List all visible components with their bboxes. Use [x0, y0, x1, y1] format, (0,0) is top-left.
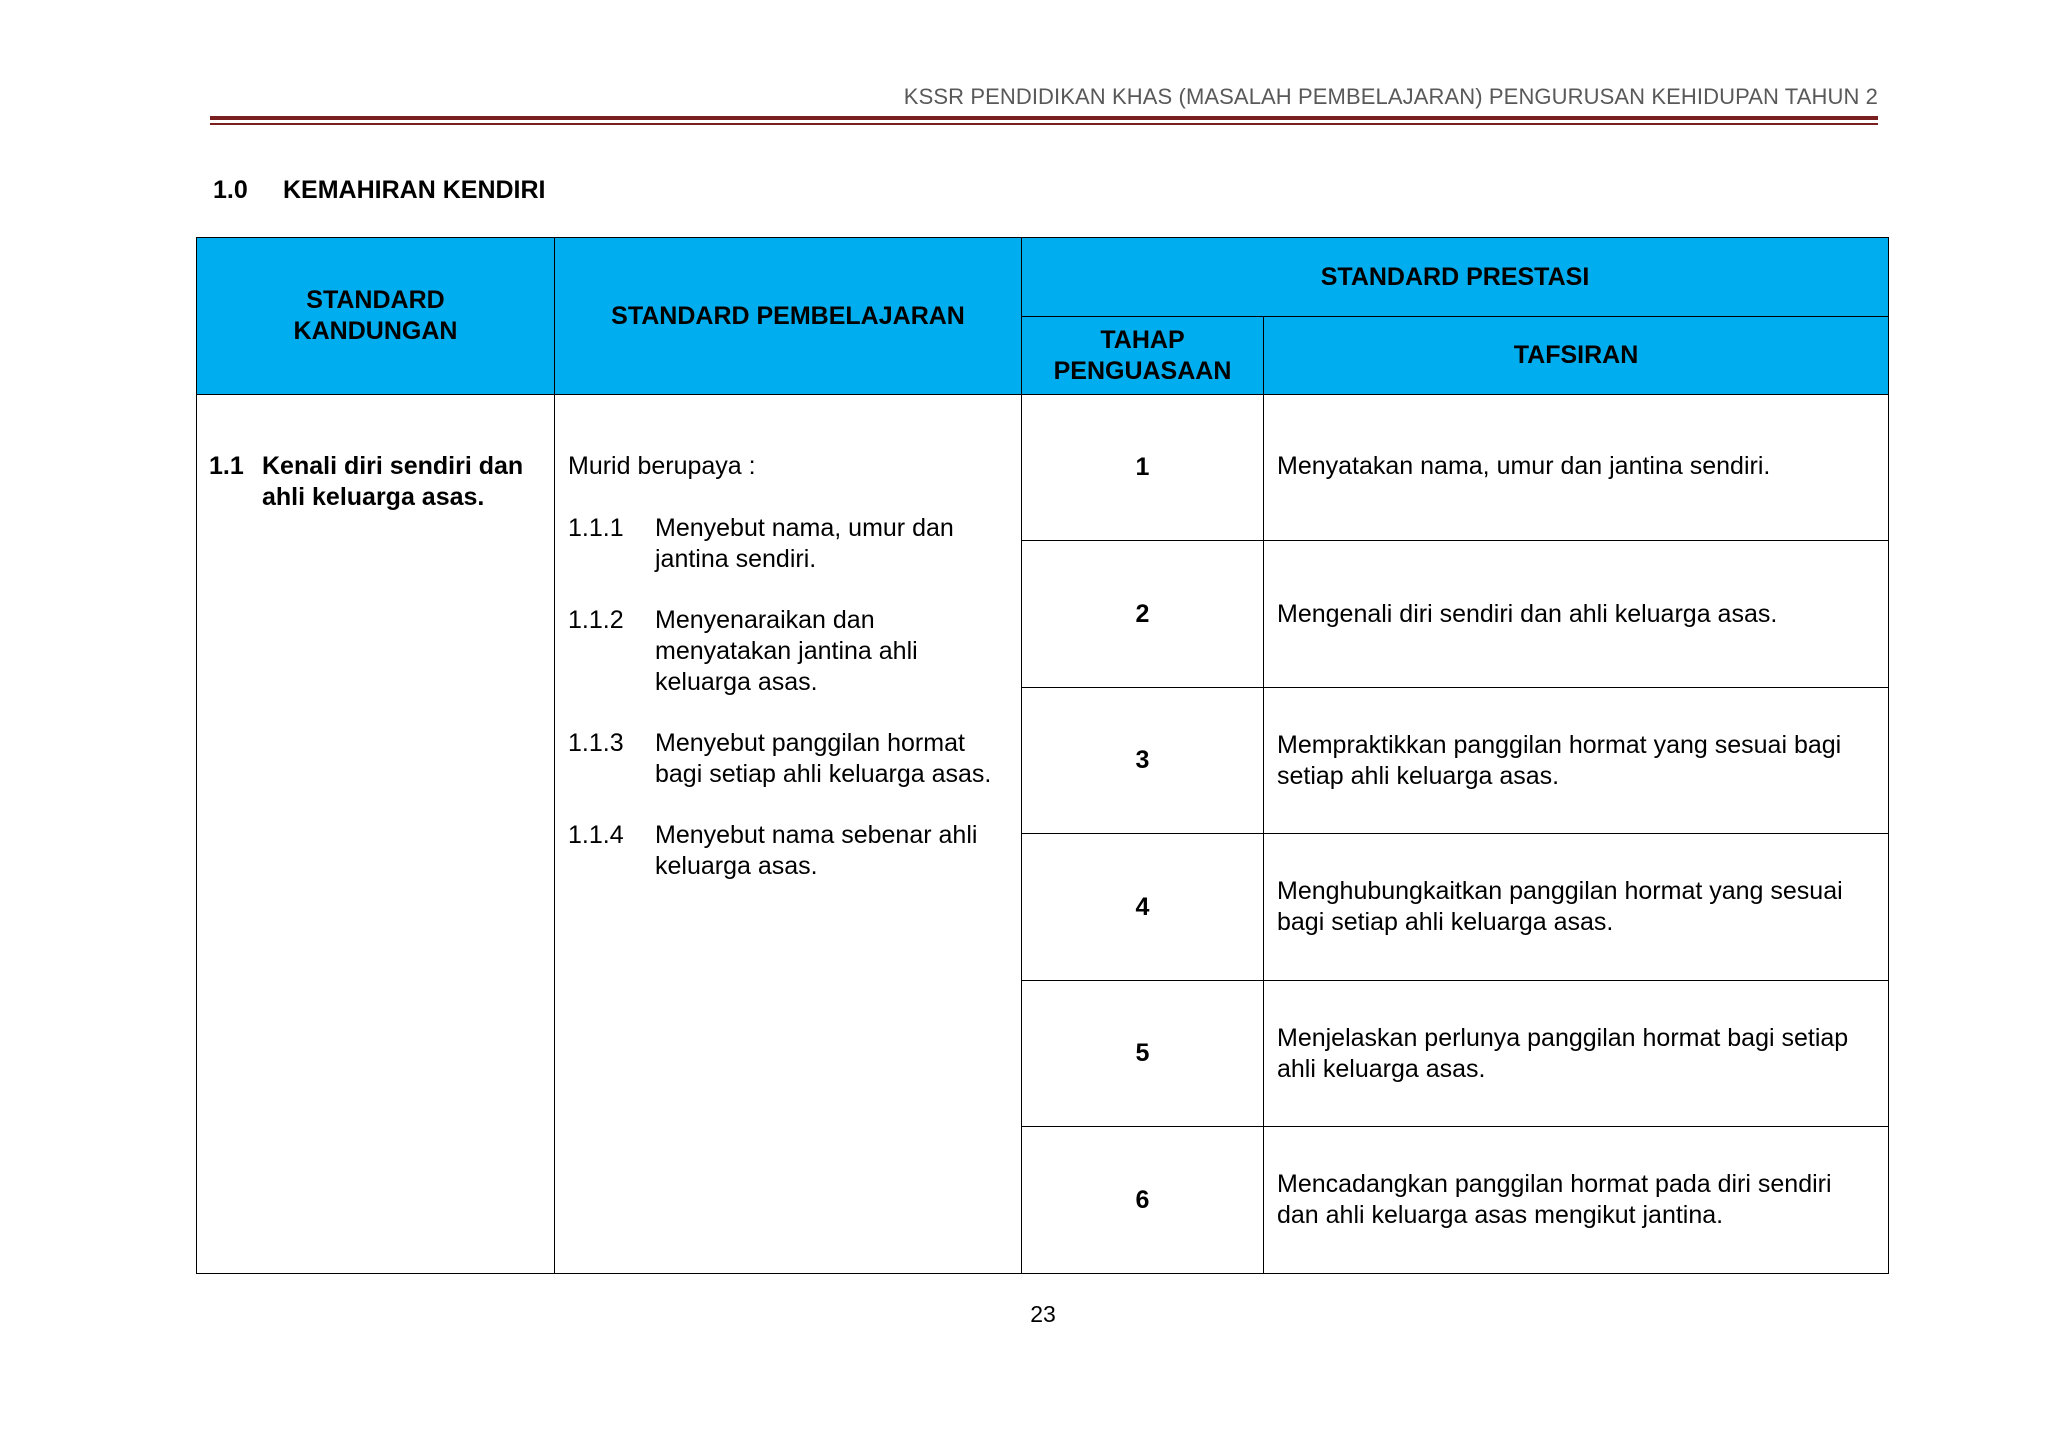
learning-standard-item [568, 513, 1007, 575]
tahap-level-5: 5 [1022, 981, 1264, 1127]
learning-standard-item [568, 605, 1007, 698]
learning-standard-item [568, 820, 1007, 882]
tafsiran-level-1: Menyatakan nama, umur dan jantina sendiri. [1264, 395, 1889, 541]
header-tahap-penguasaan: TAHAP PENGUASAAN [1022, 317, 1264, 395]
section-title [213, 176, 546, 205]
standard-kandungan-text: Kenali diri sendiri dan ahli keluarga asas. [262, 452, 524, 511]
header-rule-thin [210, 123, 1878, 125]
tahap-level-3: 3 [1022, 688, 1264, 834]
header-tafsiran: TAFSIRAN [1264, 317, 1889, 395]
tafsiran-level-5: Menjelaskan perlunya panggilan hormat bagi setiap ahli keluarga asas. [1264, 981, 1889, 1127]
section-name: KEMAHIRAN KENDIRI [283, 176, 546, 204]
header-standard-kandungan: STANDARD KANDUNGAN [197, 238, 555, 395]
header-standard-prestasi: STANDARD PRESTASI [1022, 238, 1889, 317]
learning-standard-code: 1.1.4 [568, 821, 624, 849]
standard-kandungan-cell [197, 395, 555, 1274]
tahap-level-6: 6 [1022, 1127, 1264, 1274]
learning-standard-text: Menyebut panggilan hormat bagi setiap ahli keluarga asas. [655, 729, 992, 788]
section-number: 1.0 [213, 176, 248, 204]
learning-standard-code: 1.1.1 [568, 514, 624, 542]
standards-table [196, 237, 1889, 1274]
header-standard-pembelajaran: STANDARD PEMBELAJARAN [555, 238, 1022, 395]
tahap-level-2: 2 [1022, 541, 1264, 688]
learning-standard-text: Menyebut nama, umur dan jantina sendiri. [655, 514, 954, 573]
standard-pembelajaran-cell [555, 395, 1022, 1274]
learning-standard-text: Menyenaraikan dan menyatakan jantina ahli keluarga asas. [655, 606, 918, 696]
tafsiran-level-2: Mengenali diri sendiri dan ahli keluarga asas. [1264, 541, 1889, 688]
running-header: KSSR PENDIDIKAN KHAS (MASALAH PEMBELAJARAN) PENGURUSAN KEHIDUPAN TAHUN 2 [903, 84, 1878, 109]
standard-pembelajaran-intro: Murid berupaya : [568, 452, 756, 480]
learning-standard-code: 1.1.2 [568, 606, 624, 634]
learning-standard-item [568, 728, 1007, 790]
tafsiran-level-4: Menghubungkaitkan panggilan hormat yang sesuai bagi setiap ahli keluarga asas. [1264, 834, 1889, 981]
tafsiran-level-6: Mencadangkan panggilan hormat pada diri sendiri dan ahli keluarga asas mengikut jantina. [1264, 1127, 1889, 1274]
learning-standard-text: Menyebut nama sebenar ahli keluarga asas. [655, 821, 978, 880]
learning-standard-code: 1.1.3 [568, 729, 624, 757]
tahap-level-1: 1 [1022, 395, 1264, 541]
header-rule [210, 116, 1878, 120]
page-number: 23 [1030, 1301, 1056, 1327]
standard-kandungan-number: 1.1 [209, 452, 244, 480]
tafsiran-level-3: Mempraktikkan panggilan hormat yang sesuai bagi setiap ahli keluarga asas. [1264, 688, 1889, 834]
tahap-level-4: 4 [1022, 834, 1264, 981]
